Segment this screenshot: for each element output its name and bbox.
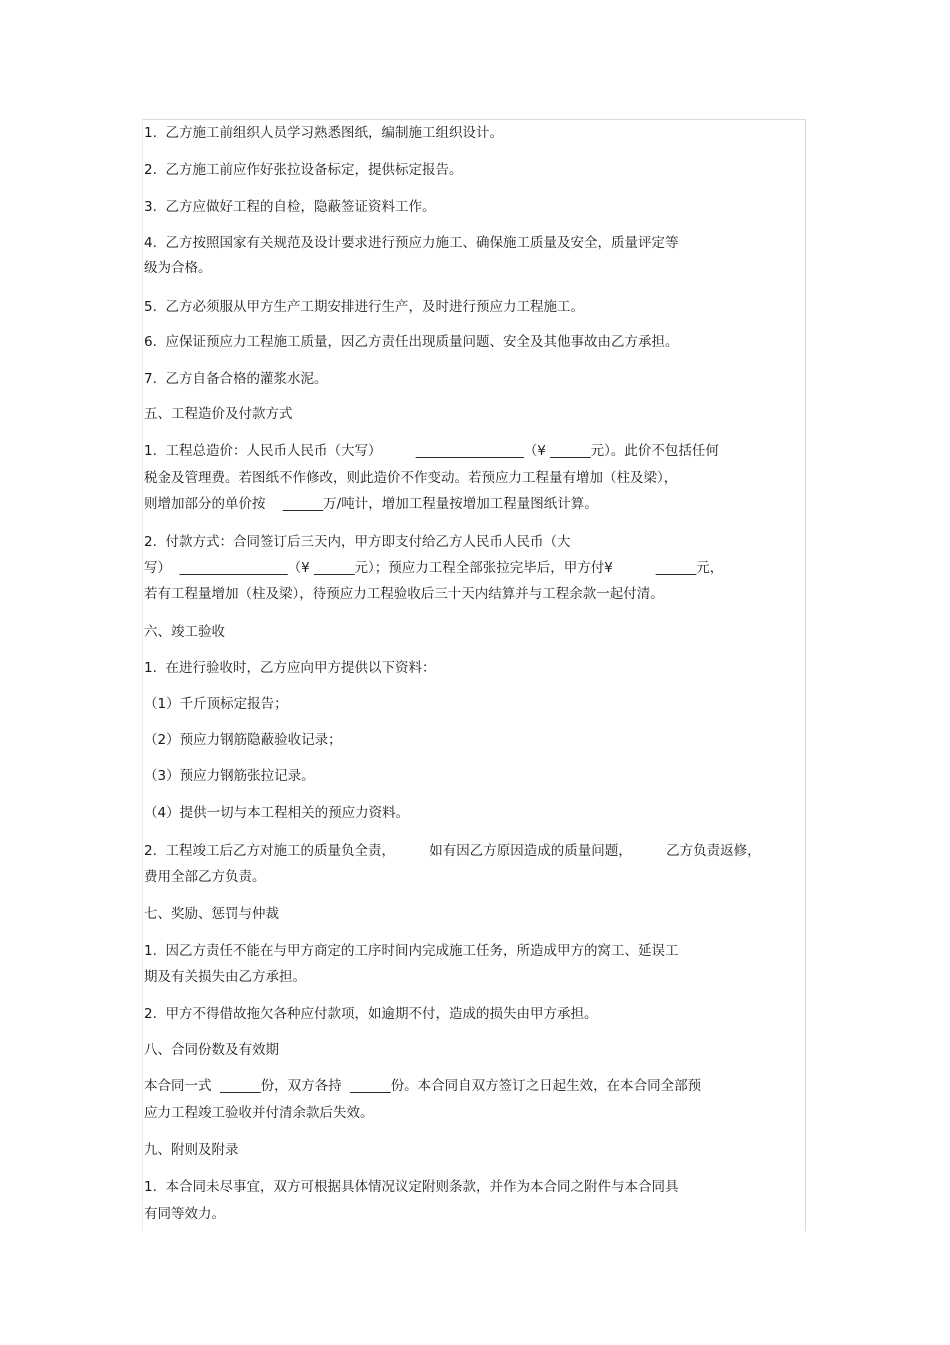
list-item: （2）预应力钢筋隐蔽验收记录； bbox=[144, 732, 342, 748]
text-line: 2. 乙方施工前应作好张拉设备标定，提供标定报告。 bbox=[144, 162, 463, 178]
text-line: 税金及管理费。若图纸不作修改，则此造价不作变动。若预应力工程量有增加（柱及梁）， bbox=[144, 470, 678, 486]
text-line: 级为合格。 bbox=[144, 260, 212, 276]
list-item: （4）提供一切与本工程相关的预应力资料。 bbox=[144, 805, 410, 821]
text-line: 费用全部乙方负责。 bbox=[144, 869, 266, 885]
text-line: 2. 甲方不得借故拖欠各种应付款项，如逾期不付，造成的损失由甲方承担。 bbox=[144, 1006, 598, 1022]
text-line: 若有工程量增加（柱及梁），待预应力工程验收后三十天内结算并与工程余款一起付清。 bbox=[144, 586, 664, 602]
section-heading: 五、工程造价及付款方式 bbox=[144, 406, 293, 422]
text-line: 则增加部分的单价按 ______万/吨计，增加工程量按增加工程量图纸计算。 bbox=[144, 496, 598, 512]
text-line: 3. 乙方应做好工程的自检，隐蔽签证资料工作。 bbox=[144, 199, 436, 215]
text-line: 2. 付款方式：合同签订后三天内，甲方即支付给乙方人民币人民币（大 bbox=[144, 534, 571, 550]
list-item: （1）千斤顶标定报告； bbox=[144, 696, 288, 712]
text-line: 6. 应保证预应力工程施工质量，因乙方责任出现质量问题、安全及其他事故由乙方承担。 bbox=[144, 334, 679, 350]
text-line: 1. 乙方施工前组织人员学习熟悉图纸，编制施工组织设计。 bbox=[144, 125, 503, 141]
text-line: 1. 工程总造价：人民币人民币（大写） ________________（¥ ______元）。此价不包括任何 bbox=[144, 443, 719, 459]
list-item: （3）预应力钢筋张拉记录。 bbox=[144, 768, 315, 784]
text-line: 7. 乙方自备合格的灌浆水泥。 bbox=[144, 371, 328, 387]
text-line: 有同等效力。 bbox=[144, 1206, 225, 1222]
text-line: 5. 乙方必须服从甲方生产工期安排进行生产，及时进行预应力工程施工。 bbox=[144, 299, 584, 315]
text-line: 1. 在进行验收时，乙方应向甲方提供以下资料： bbox=[144, 660, 436, 676]
text-line: 2. 工程竣工后乙方对施工的质量负全责， 如有因乙方原因造成的质量问题， 乙方负责返修， bbox=[144, 843, 761, 859]
text-line: 本合同一式 ______份，双方各持 ______份。本合同自双方签订之日起生效，在本合同全部预 bbox=[144, 1078, 702, 1094]
text-line: 1. 本合同未尽事宜，双方可根据具体情况议定附则条款，并作为本合同之附件与本合同具 bbox=[144, 1179, 679, 1195]
text-line: 期及有关损失由乙方承担。 bbox=[144, 969, 306, 985]
section-heading: 六、竣工验收 bbox=[144, 624, 225, 640]
text-line: 写） ________________（¥ ______元）；预应力工程全部张拉完毕后，甲方付¥ ______元， bbox=[144, 560, 724, 576]
section-heading: 七、奖励、惩罚与仲裁 bbox=[144, 906, 279, 922]
text-line: 1. 因乙方责任不能在与甲方商定的工序时间内完成施工任务，所造成甲方的窝工、延误工 bbox=[144, 943, 679, 959]
text-line: 应力工程竣工验收并付清余款后失效。 bbox=[144, 1105, 374, 1121]
section-heading: 九、附则及附录 bbox=[144, 1142, 239, 1158]
section-heading: 八、合同份数及有效期 bbox=[144, 1042, 279, 1058]
text-line: 4. 乙方按照国家有关规范及设计要求进行预应力施工、确保施工质量及安全，质量评定等 bbox=[144, 235, 679, 251]
